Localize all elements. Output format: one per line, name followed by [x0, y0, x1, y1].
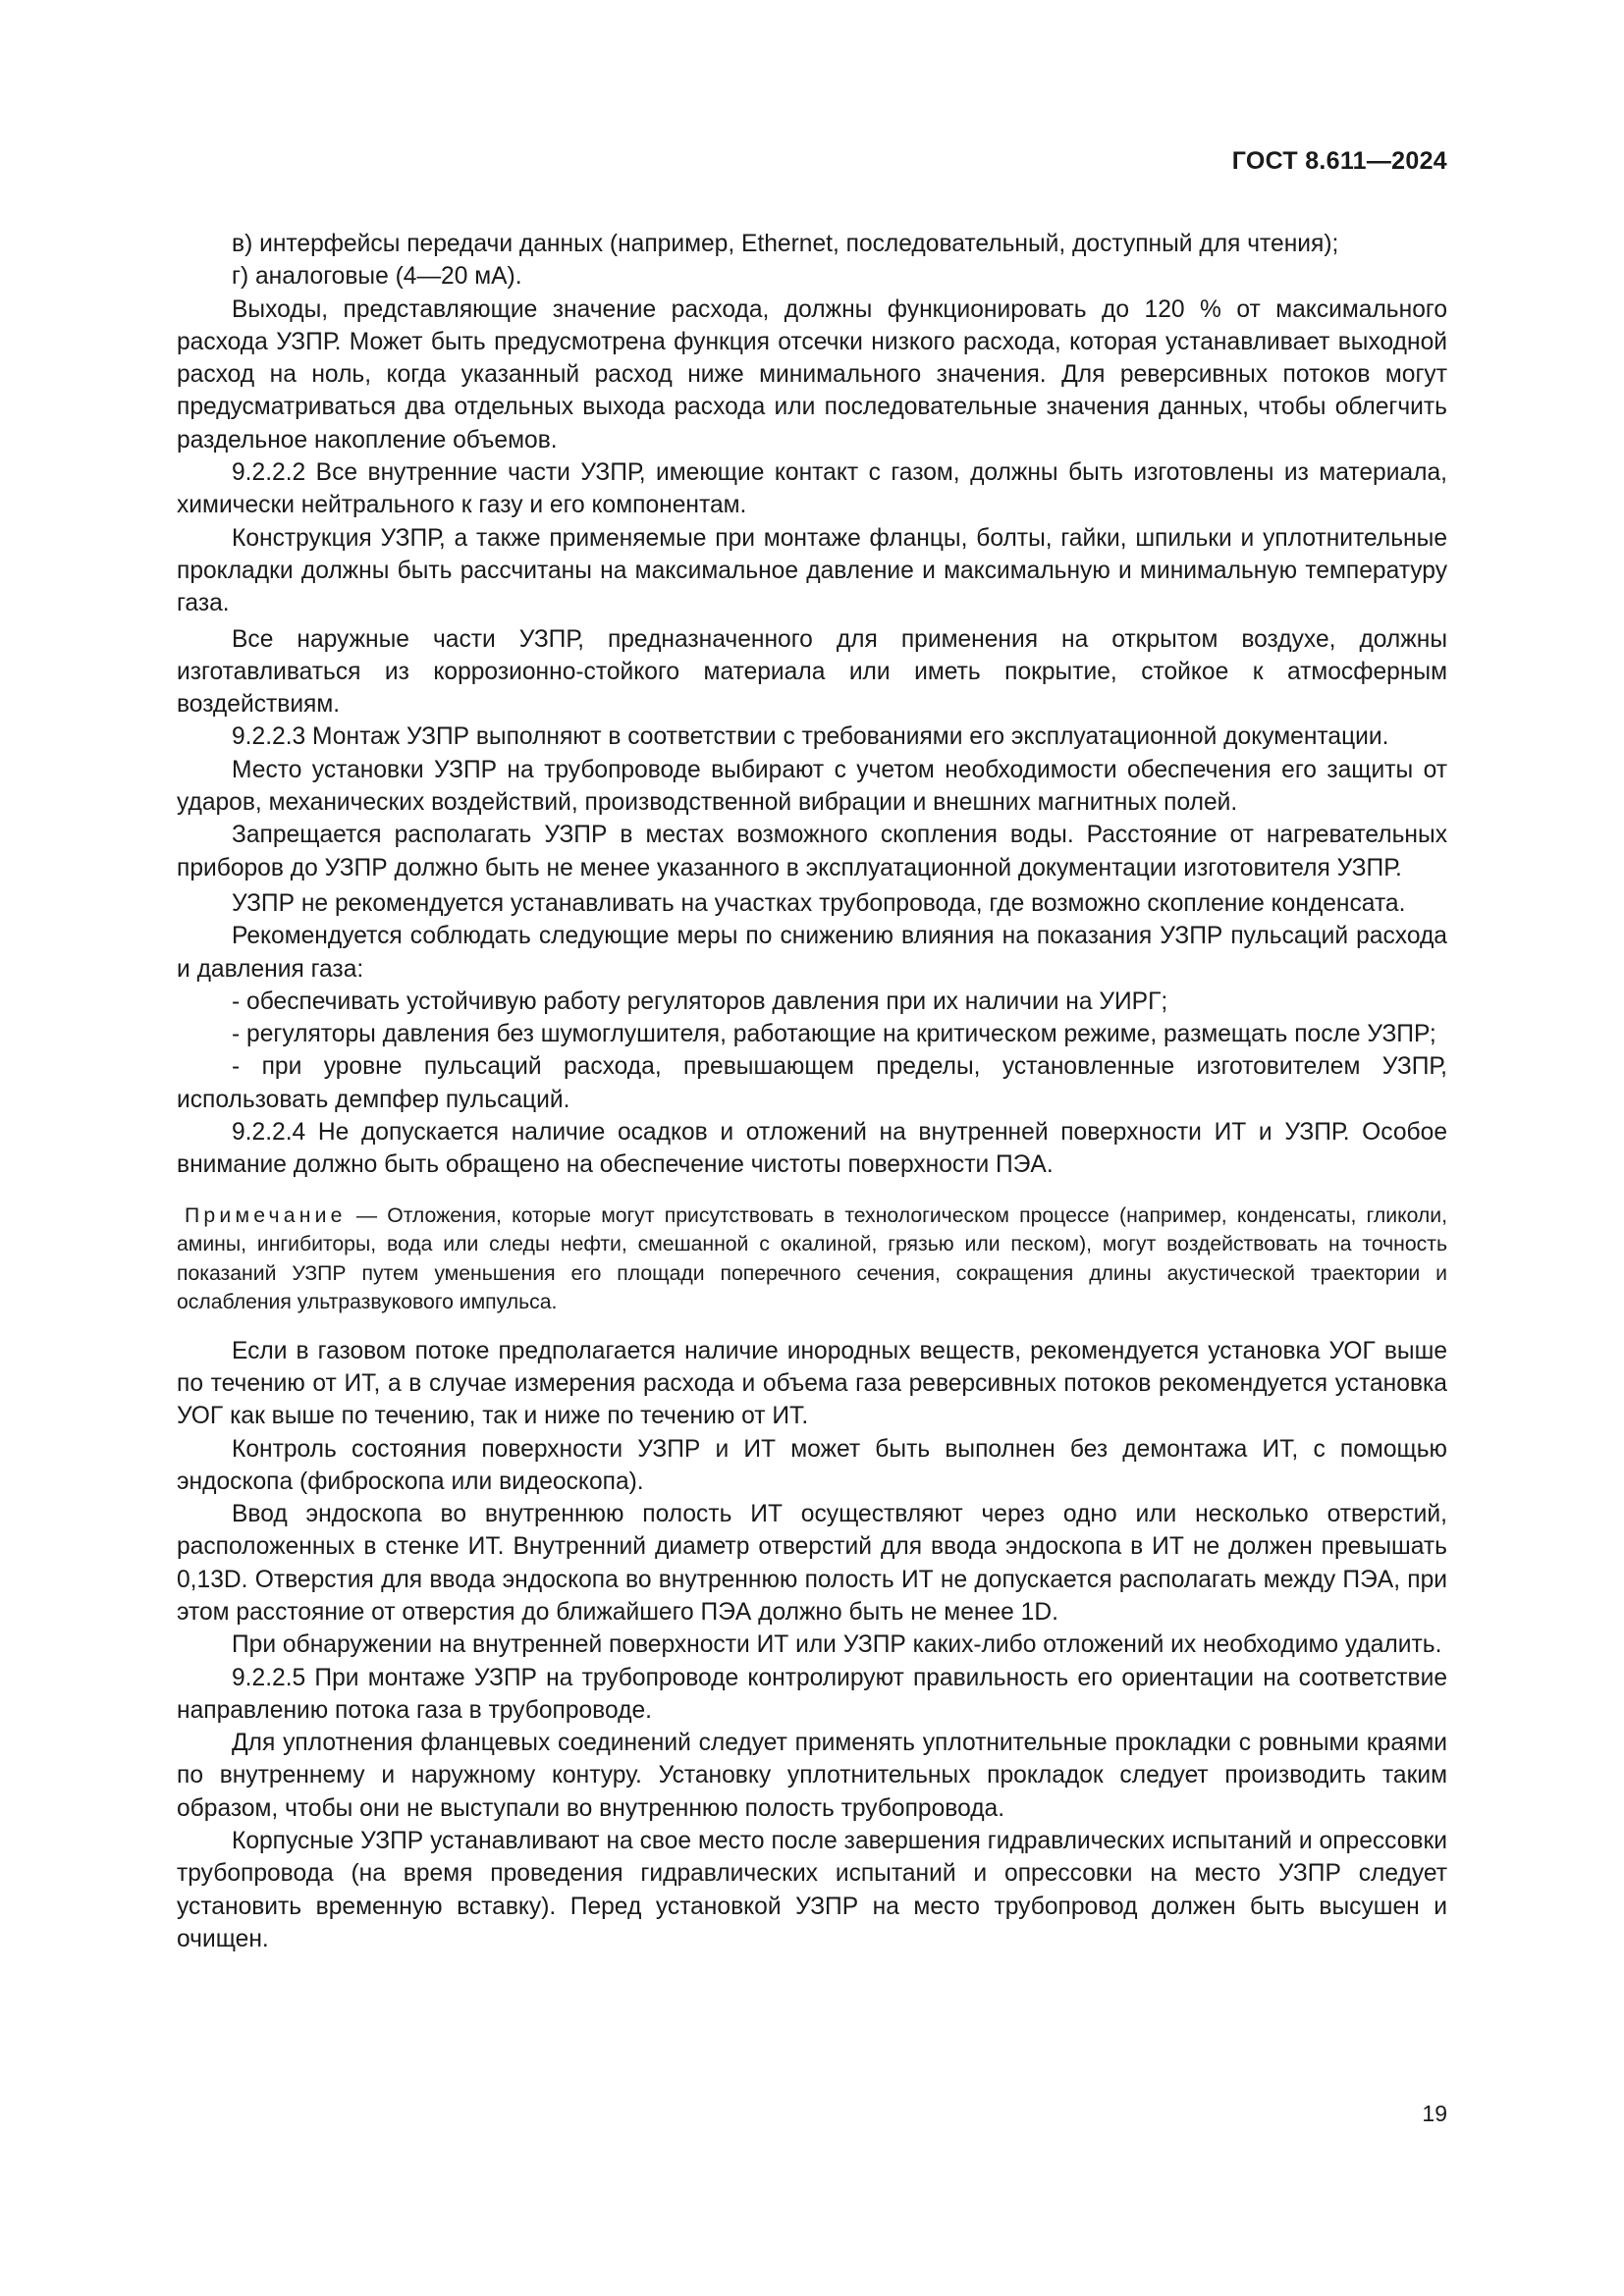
paragraph: Запрещается располагать УЗПР в местах возможного скопления воды. Расстояние от нагревательных приборов до УЗПР должно быть не менее указанного в эксплуатационной документации изготовителя УЗПР. [177, 822, 1447, 881]
list-item: - при уровне пульсаций расхода, превышающем пределы, установленные изготовителем УЗПР, использовать демпфер пульсаций. [177, 1053, 1447, 1113]
paragraph: Конструкция УЗПР, а также применяемые при монтаже фланцы, болты, гайки, шпильки и уплотнительные прокладки должны быть рассчитаны на максимальное давление и максимальную и минимальную температуру газа. [177, 524, 1447, 617]
paragraph: в) интерфейсы передачи данных (например, Ethernet, последовательный, доступный для чтения); [232, 231, 1339, 257]
note-label: Примечание [185, 1203, 347, 1227]
paragraph: 9.2.2.4 Не допускается наличие осадков и отложений на внутренней поверхности ИТ и УЗПР. Особое внимание должно быть обращено на обеспечение чистоты поверхности ПЭА. [177, 1119, 1447, 1179]
paragraph: Рекомендуется соблюдать следующие меры по снижению влияния на показания УЗПР пульсаций расхода и давления газа: [177, 923, 1447, 983]
paragraph: Если в газовом потоке предполагается наличие инородных веществ, рекомендуется установка УОГ выше по течению от ИТ, а в случае измерения расхода и объема газа реверсивных потоков рекомендуется установка УОГ как выше по течению, так и ниже по течению от ИТ. [177, 1337, 1447, 1430]
paragraph: Для уплотнения фланцевых соединений следует применять уплотнительные прокладки с ровными краями по внутреннему и наружному контуру. Установку уплотнительных прокладок следует производить таким образом, чтобы они не выступали во внутреннюю полость трубопровода. [177, 1730, 1447, 1822]
paragraph: 9.2.2.3 Монтаж УЗПР выполняют в соответствии с требованиями его эксплуатационной документации. [232, 723, 1389, 751]
paragraph: г) аналоговые (4—20 мА). [232, 263, 522, 291]
main-text [177, 228, 1447, 1955]
page-header-title: ГОСТ 8.611—2024 [1231, 147, 1447, 175]
note-text: — Отложения, которые могут присутствовать в технологическом процессе (например, конденсаты, гликоли, амины, ингибиторы, вода или следы нефти, смешанной с окалиной, грязью или песком), могут воздействовать на точность показаний УЗПР путем уменьшения его площади поперечного сечения, сокращения длины акустической траектории и ослабления ультразвукового импульса. [177, 1203, 1447, 1314]
note-block [177, 1201, 1447, 1317]
list-item: - регуляторы давления без шумоглушителя, работающие на критическом режиме, размещать после УЗПР; [232, 1021, 1436, 1048]
paragraph: Ввод эндоскопа во внутреннюю полость ИТ осуществляют через одно или несколько отверстий, расположенных в стенке ИТ. Внутренний диаметр отверстий для ввода эндоскопа в ИТ не должен превышать 0,13D. Отверстия для ввода эндоскопа во внутреннюю полость ИТ не допускается располагать между ПЭА, при этом расстояние от отверстия до ближайшего ПЭА должно быть не менее 1D. [177, 1501, 1447, 1626]
paragraph: Выходы, представляющие значение расхода, должны функционировать до 120 % от максимального расхода УЗПР. Может быть предусмотрена функция отсечки низкого расхода, которая устанавливает выходной расход на ноль, когда указанный расход ниже минимального значения. Для реверсивных потоков могут предусматриваться два отдельных выхода расхода или последовательные значения данных, чтобы облегчить раздельное накопление объемов. [177, 295, 1447, 454]
paragraph: 9.2.2.5 При монтаже УЗПР на трубопроводе контролируют правильность его ориентации на соответствие направлению потока газа в трубопроводе. [177, 1664, 1447, 1724]
paragraph: Корпусные УЗПР устанавливают на свое место после завершения гидравлических испытаний и опрессовки трубопровода (на время проведения гидравлических испытаний и опрессовки на место УЗПР следует установить временную вставку). Перед установкой УЗПР на место трубопровод должен быть высушен и очищен. [177, 1828, 1447, 1952]
list-item: - обеспечивать устойчивую работу регуляторов давления при их наличии на УИРГ; [232, 988, 1168, 1015]
page-number: 19 [1422, 2101, 1447, 2126]
paragraph: 9.2.2.2 Все внутренние части УЗПР, имеющие контакт с газом, должны быть изготовлены из материала, химически нейтрального к газу и его компонентам. [177, 459, 1447, 519]
paragraph: При обнаружении на внутренней поверхности ИТ или УЗПР каких-либо отложений их необходимо удалить. [232, 1631, 1442, 1659]
paragraph: УЗПР не рекомендуется устанавливать на участках трубопровода, где возможно скопление конденсата. [232, 889, 1406, 917]
paragraph: Все наружные части УЗПР, предназначенного для применения на открытом воздухе, должны изготавливаться из коррозионно-стойкого материала или иметь покрытие, стойкое к атмосферным воздействиям. [177, 625, 1447, 719]
paragraph: Контроль состояния поверхности УЗПР и ИТ может быть выполнен без демонтажа ИТ, с помощью эндоскопа (фиброскопа или видеоскопа). [177, 1435, 1447, 1495]
paragraph: Место установки УЗПР на трубопроводе выбирают с учетом необходимости обеспечения его защиты от ударов, механических воздействий, производственной вибрации и внешних магнитных полей. [177, 756, 1447, 817]
